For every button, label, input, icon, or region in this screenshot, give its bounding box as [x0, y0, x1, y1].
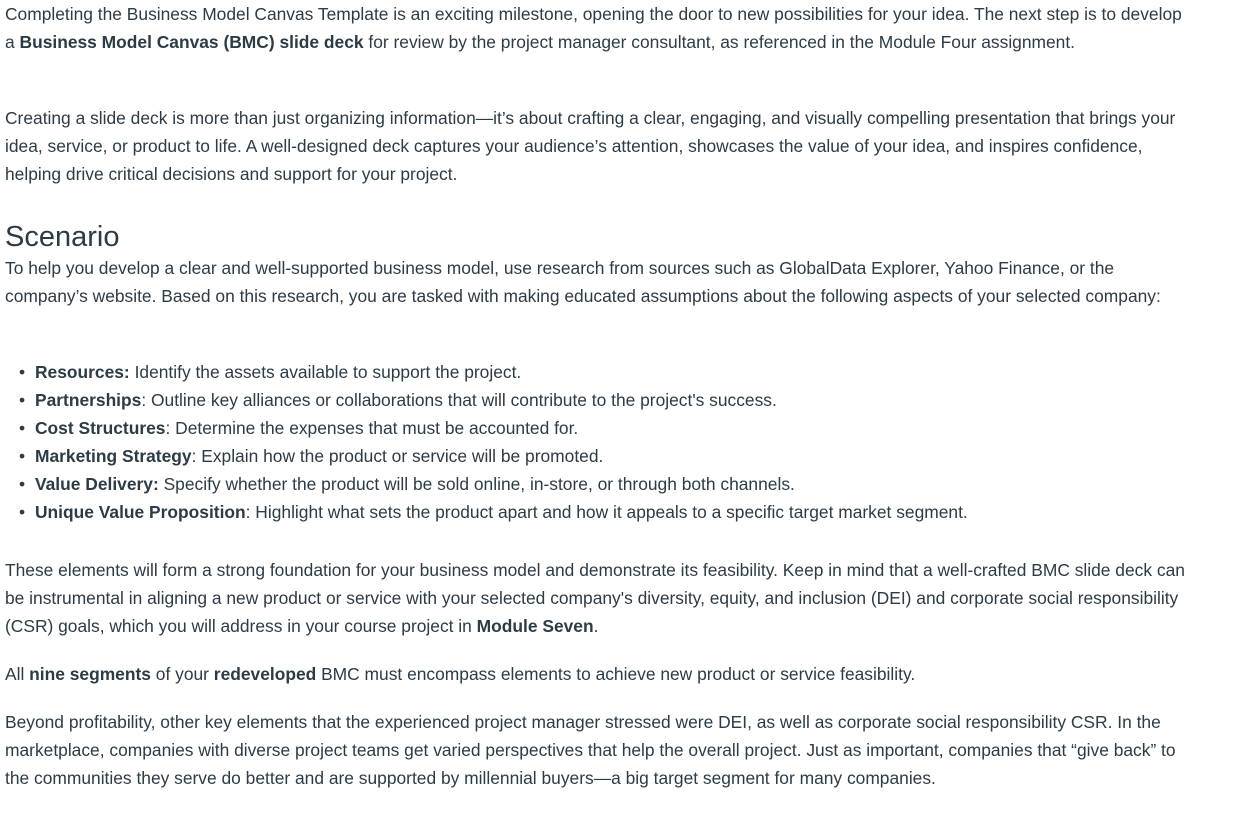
- scenario-paragraph-2: [5, 556, 1185, 640]
- list-item-term: Cost Structures: [35, 418, 166, 438]
- list-item-desc: : Highlight what sets the product apart and how it appeals to a specific target market segment.: [245, 502, 968, 522]
- list-item-desc: Identify the assets available to support the project.: [129, 362, 522, 382]
- list-item: [19, 358, 1185, 386]
- intro-text-1a: Completing the Business Model Canvas Template is an exciting milestone, opening the door to new possibilities for your idea. The next step is to develop a: [5, 4, 1182, 52]
- list-item: [19, 414, 1185, 442]
- redeveloped-term: redeveloped: [213, 664, 317, 684]
- scenario-text-3a: All: [5, 664, 30, 684]
- list-item-term: Resources:: [35, 362, 130, 382]
- list-item-desc: : Outline key alliances or collaborations that will contribute to the project's success.: [141, 390, 777, 410]
- intro-paragraph-2: Creating a slide deck is more than just organizing information—it’s about crafting a clear, engaging, and visually compelling presentation that brings your idea, service, or product to life. A well-designed deck captures your audience’s attention, showcases the value of your idea, and inspires confidence, helping drive critical decisions and support for your project.: [5, 108, 1176, 184]
- scenario-paragraph-1: To help you develop a clear and well-supported business model, use research from sources such as GlobalData Explorer, Yahoo Finance, or the company’s website. Based on this research, you are tasked with making educated assumptions about the following aspects of your selected company:: [5, 258, 1161, 306]
- nine-segments-term: nine segments: [29, 664, 151, 684]
- aspects-list: [5, 358, 1185, 526]
- list-item-desc: : Determine the expenses that must be accounted for.: [165, 418, 579, 438]
- list-item: [19, 498, 1185, 526]
- scenario-paragraph-4: Beyond profitability, other key elements that the experienced project manager stressed were DEI, as well as corporate social responsibility CSR. In the marketplace, companies with diverse project teams get varied perspectives that help the overall project. Just as important, companies that “give back” to the communities they serve do better and are supported by millennial buyers—a big target segment for many companies.: [5, 712, 1176, 788]
- list-item: [19, 442, 1185, 470]
- list-item-term: Unique Value Proposition: [35, 502, 246, 522]
- bullet-icon: •: [19, 390, 26, 410]
- intro-paragraph-1: [5, 0, 1185, 56]
- list-item-desc: : Explain how the product or service will be promoted.: [191, 446, 604, 466]
- bullet-icon: •: [19, 502, 26, 522]
- list-item: [19, 470, 1185, 498]
- scenario-text-2b: .: [593, 616, 599, 636]
- list-item-desc: Specify whether the product will be sold online, in-store, or through both channels.: [158, 474, 795, 494]
- bmc-slide-deck-term: Business Model Canvas (BMC) slide deck: [19, 32, 364, 52]
- bullet-icon: •: [19, 418, 26, 438]
- bullet-icon: •: [19, 362, 26, 382]
- scenario-heading: Scenario: [5, 221, 120, 253]
- bullet-icon: •: [19, 474, 26, 494]
- scenario-text-2a: These elements will form a strong foundation for your business model and demonstrate its feasibility. Keep in mind that a well-crafted BMC slide deck can be instrumental in aligning a new product or service with your selected company's diversity, equity, and inclusion (DEI) and corporate social responsibility (CSR) goals, which you will address in your course project in: [5, 560, 1185, 636]
- list-item-term: Partnerships: [35, 390, 142, 410]
- scenario-paragraph-3: [5, 660, 1185, 688]
- list-item: [19, 386, 1185, 414]
- scenario-text-3b: of your: [150, 664, 214, 684]
- bullet-icon: •: [19, 446, 26, 466]
- scenario-text-3c: BMC must encompass elements to achieve new product or service feasibility.: [316, 664, 916, 684]
- list-item-term: Marketing Strategy: [35, 446, 192, 466]
- intro-text-1b: for review by the project manager consultant, as referenced in the Module Four assignment.: [363, 32, 1076, 52]
- module-seven-term: Module Seven: [476, 616, 594, 636]
- list-item-term: Value Delivery:: [35, 474, 159, 494]
